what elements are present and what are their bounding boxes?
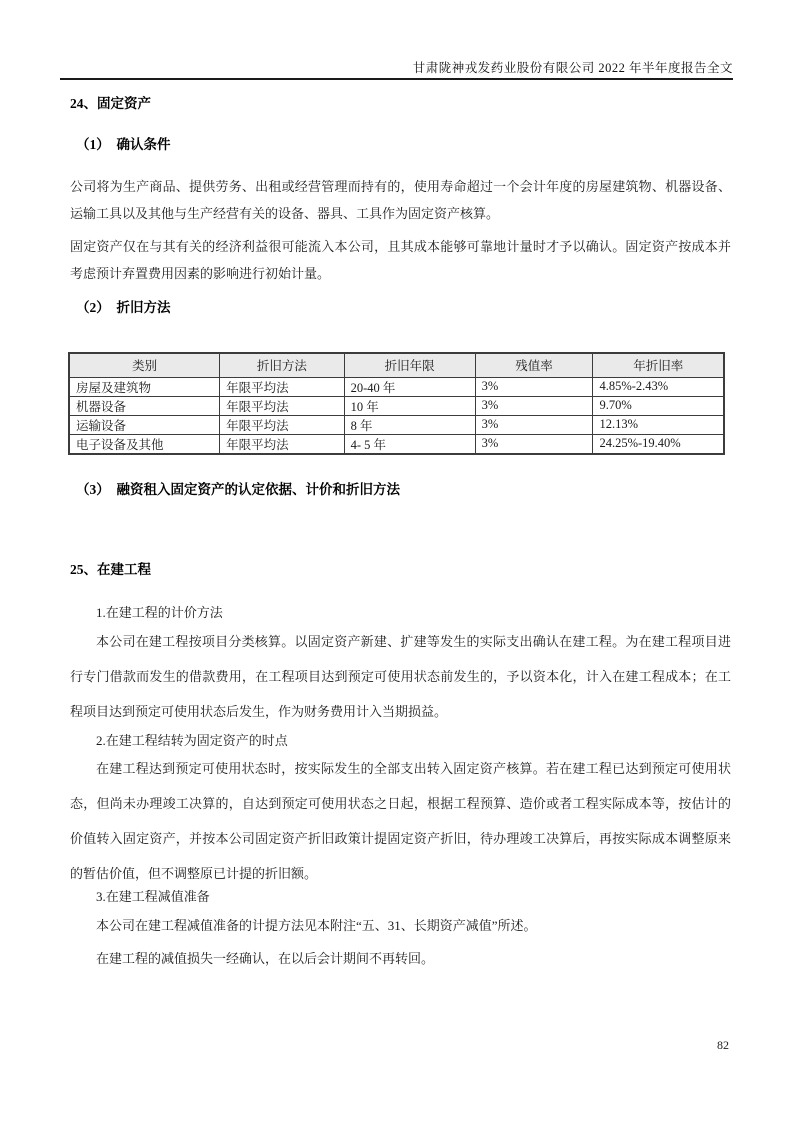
cell-category: 机器设备 <box>69 396 220 415</box>
section-24-heading: 24、固定资产 <box>70 96 151 111</box>
cell-category: 运输设备 <box>69 415 220 434</box>
col-header-residual: 残值率 <box>475 353 593 377</box>
depreciation-table <box>68 352 725 455</box>
cell-method: 年限平均法 <box>220 434 344 454</box>
table-header-row <box>69 353 724 377</box>
col-header-annual-rate: 年折旧率 <box>593 353 724 377</box>
cell-life: 8 年 <box>344 415 475 434</box>
cell-residual: 3% <box>475 415 593 434</box>
cell-method: 年限平均法 <box>220 396 344 415</box>
cip-item-3-paragraph-1: 本公司在建工程减值准备的计提方法见本附注“五、31、长期资产减值”所述。 <box>96 918 537 933</box>
cell-category: 电子设备及其他 <box>69 434 220 454</box>
cell-method: 年限平均法 <box>220 415 344 434</box>
col-header-category: 类别 <box>69 353 220 377</box>
col-header-method: 折旧方法 <box>220 353 344 377</box>
depreciation-table-container <box>68 352 725 455</box>
cell-annual-rate: 24.25%-19.40% <box>593 434 724 454</box>
table-row <box>69 396 724 415</box>
cell-residual: 3% <box>475 434 593 454</box>
cip-item-1-title: 1.在建工程的计价方法 <box>96 605 223 620</box>
running-header-title: 甘肃陇神戎发药业股份有限公司 2022 年半年度报告全文 <box>412 61 733 75</box>
cip-item-3-paragraph-2: 在建工程的减值损失一经确认，在以后会计期间不再转回。 <box>96 951 435 966</box>
cell-method: 年限平均法 <box>220 377 344 396</box>
section-24-2-heading: （2） 折旧方法 <box>76 300 171 315</box>
cell-category: 房屋及建筑物 <box>69 377 220 396</box>
cell-annual-rate: 9.70% <box>593 396 724 415</box>
cell-residual: 3% <box>475 377 593 396</box>
page-number: 82 <box>717 1038 729 1052</box>
cell-life: 4- 5 年 <box>344 434 475 454</box>
section-24-3-heading: （3） 融资租入固定资产的认定依据、计价和折旧方法 <box>76 482 400 497</box>
cell-annual-rate: 4.85%-2.43% <box>593 377 724 396</box>
section-25-heading: 25、在建工程 <box>70 562 151 577</box>
cip-item-1-body: 本公司在建工程按项目分类核算。以固定资产新建、扩建等发生的实际支出确认在建工程。为在建工程项目进行专门借款而发生的借款费用，在工程项目达到预定可使用状态前发生的，予以资本化，计入在建工程成本；在工程项目达到预定可使用状态后发生，作为财务费用计入当期损益。 <box>70 634 731 719</box>
section-24-1-heading: （1） 确认条件 <box>76 137 171 152</box>
col-header-life: 折旧年限 <box>344 353 475 377</box>
cell-life: 20-40 年 <box>344 377 475 396</box>
cip-item-3-title: 3.在建工程减值准备 <box>96 889 210 904</box>
header-rule <box>60 78 733 80</box>
cell-life: 10 年 <box>344 396 475 415</box>
cip-item-2-title: 2.在建工程结转为固定资产的时点 <box>96 733 288 748</box>
paragraph-recognition-1: 公司将为生产商品、提供劳务、出租或经营管理而持有的，使用寿命超过一个会计年度的房屋建筑物、机器设备、运输工具以及其他与生产经营有关的设备、器具、工具作为固定资产核算。 <box>70 179 731 221</box>
cell-annual-rate: 12.13% <box>593 415 724 434</box>
cell-residual: 3% <box>475 396 593 415</box>
paragraph-recognition-2: 固定资产仅在与其有关的经济利益很可能流入本公司，且其成本能够可靠地计量时才予以确认。固定资产按成本并考虑预计弃置费用因素的影响进行初始计量。 <box>70 239 731 281</box>
table-row <box>69 434 724 454</box>
table-row <box>69 415 724 434</box>
table-row <box>69 377 724 396</box>
cip-item-2-body: 在建工程达到预定可使用状态时，按实际发生的全部支出转入固定资产核算。若在建工程已达到预定可使用状态，但尚未办理竣工决算的，自达到预定可使用状态之日起，根据工程预算、造价或者工程实际成本等，按估计的价值转入固定资产，并按本公司固定资产折旧政策计提固定资产折旧，待办理竣工决算后，再按实际成本调整原来的暂估价值，但不调整原已计提的折旧额。 <box>70 761 731 881</box>
